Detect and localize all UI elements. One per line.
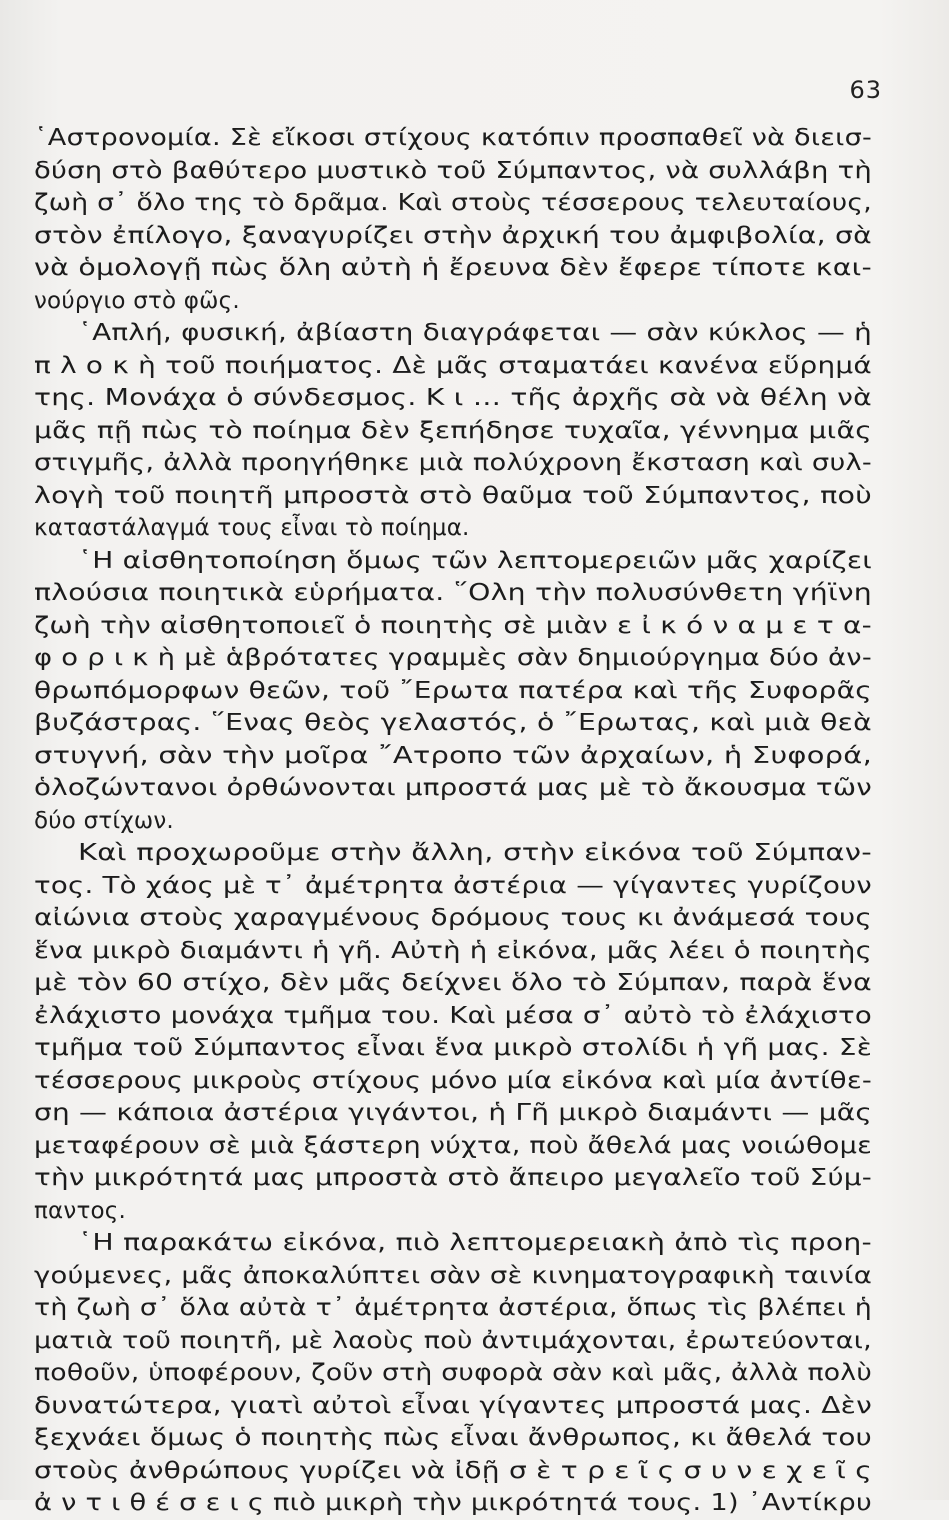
text-line: μᾶς πῇ πὼς τὸ ποίημα δὲν ξεπήδησε τυχαῖα, γέννημα μιᾶς: [34, 417, 873, 444]
text-line: ῾Η παρακάτω εἰκόνα, πιὸ λεπτομερειακὴ ἀπὸ τὶς προη-: [78, 1230, 873, 1256]
text-line: δυνατώτερα, γιατὶ αὐτοὶ εἶναι γίγαντες μπροστά μας. Δὲν: [34, 1392, 872, 1419]
text-line: π λ ο κ ὴ τοῦ ποιήματος. Δὲ μᾶς σταματάει κανένα εὕρημά: [34, 352, 872, 379]
text-line: ζωὴ τὴν αἰσθητοποιεῖ ὁ ποιητὴς σὲ μιὰν ε ἰ κ ό ν α μ ε τ α-: [34, 612, 873, 639]
text-line: λογὴ τοῦ ποιητῆ μπροστὰ στὸ θαῦμα τοῦ Σύμπαντος, ποὺ: [34, 482, 872, 509]
text-line: μὲ τὸν 60 στίχο, δὲν μᾶς δείχνει ὅλο τὸ Σύμπαν, παρὰ ἕνα: [34, 970, 872, 996]
page-number: 63: [849, 76, 882, 104]
text-line: τος. Τὸ χάος μὲ τ᾽ ἀμέτρητα ἀστέρια — γίγαντες γυρίζουν: [34, 872, 872, 899]
text-line: ἀ ν τ ι θ έ σ ε ι ς πιὸ μικρὴ τὴν μικρότητά τους. 1) ᾿Αντίκρυ: [34, 1490, 872, 1516]
text-line: ματιὰ τοῦ ποιητῆ, μὲ λαοὺς ποὺ ἀντιμάχονται, ἐρωτεύονται,: [34, 1327, 872, 1354]
text-line: φ ο ρ ι κ ὴ μὲ ἁβρότατες γραμμὲς σὰν δημιούργημα δύο ἀν-: [34, 645, 872, 671]
text-line: τὴν μικρότητά μας μπροστὰ στὸ ἄπειρο μεγαλεῖο τοῦ Σύμ-: [34, 1165, 873, 1191]
text-line: στυγνή, σὰν τὴν μοῖρα ῎Ατροπο τῶν ἀρχαίων, ἡ Συφορά,: [34, 742, 873, 769]
text-line: πλούσια ποιητικὰ εὑρήματα. ῞Ολη τὴν πολυσύνθετη γήϊνη: [34, 580, 872, 606]
text-line: δύση στὸ βαθύτερο μυστικὸ τοῦ Σύμπαντος, νὰ συλλάβη τὴ: [34, 157, 873, 184]
text-line: μεταφέρουν σὲ μιὰ ξάστερη νύχτα, ποὺ ἄθελά μας νοιώθομε: [34, 1132, 873, 1159]
text-line: θρωπόμορφων θεῶν, τοῦ ῎Ερωτα πατέρα καὶ τῆς Συφορᾶς: [34, 677, 873, 704]
text-line: αἰώνια στοὺς χαραγμένους δρόμους τους κι ἀνάμεσά τους: [34, 905, 872, 931]
text-line: ῾Η αἰσθητοποίηση ὅμως τῶν λεπτομερειῶν μᾶς χαρίζει: [78, 547, 872, 574]
text-line: ξεχνάει ὅμως ὁ ποιητὴς πὼς εἶναι ἄνθρωπος, κι ἄθελά του: [34, 1425, 873, 1451]
text-line: στὸν ἐπίλογο, ξαναγυρίζει στὴν ἀρχική του ἀμφιβολία, σὰ: [34, 222, 873, 249]
text-line: καταστάλαγμά τους εἶναι τὸ ποίημα.: [34, 515, 470, 541]
body-text: [34, 122, 872, 1520]
text-line: ῾Απλή, φυσική, ἀβίαστη διαγράφεται — σὰν κύκλος — ἡ: [78, 320, 872, 346]
text-line: δύο στίχων.: [34, 807, 174, 834]
text-line: στιγμῆς, ἀλλὰ προηγήθηκε μιὰ πολύχρονη ἔκσταση καὶ συλ-: [34, 450, 872, 476]
text-line: ζωὴ σ᾽ ὅλο της τὸ δρᾶμα. Καὶ στοὺς τέσσερους τελευταίους,: [34, 190, 872, 216]
text-line: ὁλοζώντανοι ὀρθώνονται μπροστά μας μὲ τὸ ἄκουσμα τῶν: [34, 775, 873, 801]
text-line: ἐλάχιστο μονάχα τμῆμα του. Καὶ μέσα σ᾽ αὐτὸ τὸ ἐλάχιστο: [34, 1002, 873, 1029]
text-line: παντος.: [34, 1197, 126, 1224]
text-line: ποθοῦν, ὑποφέρουν, ζοῦν στὴ συφορὰ σὰν καὶ μᾶς, ἀλλὰ πολὺ: [34, 1360, 872, 1386]
text-line: νούργιο στὸ φῶς.: [34, 287, 240, 314]
text-line: ἕνα μικρὸ διαμάντι ἡ γῆ. Αὐτὴ ἡ εἰκόνα, μᾶς λέει ὁ ποιητὴς: [34, 937, 873, 964]
text-line: της. Μονάχα ὁ σύνδεσμος. Κ ι … τῆς ἀρχῆς σὰ νὰ θέλη νὰ: [34, 385, 872, 411]
text-line: στοὺς ἀνθρώπους γυρίζει νὰ ἰδῇ σ ὲ τ ρ ε ῖ ς σ υ ν ε χ ε ῖ ς: [34, 1457, 873, 1484]
text-line: νὰ ὁμολογῇ πὼς ὅλη αὐτὴ ἡ ἔρευνα δὲν ἔφερε τίποτε και-: [34, 255, 873, 281]
text-line: τέσσερους μικροὺς στίχους μόνο μία εἰκόνα καὶ μία ἀντίθε-: [34, 1067, 873, 1094]
text-line: βυζάστρας. ῞Ενας θεὸς γελαστός, ὁ ῎Ερωτας, καὶ μιὰ θεὰ: [34, 710, 873, 736]
text-line: τμῆμα τοῦ Σύμπαντος εἶναι ἕνα μικρὸ στολίδι ἡ γῆ μας. Σὲ: [34, 1035, 873, 1061]
text-line: γούμενες, μᾶς ἀποκαλύπτει σὰν σὲ κινηματογραφικὴ ταινία: [34, 1262, 873, 1289]
text-line: ῾Αστρονομία. Σὲ εἴκοσι στίχους κατόπιν προσπαθεῖ νὰ διεισ-: [34, 125, 873, 151]
text-line: Καὶ προχωροῦμε στὴν ἄλλη, στὴν εἰκόνα τοῦ Σύμπαν-: [78, 840, 872, 866]
text-line: ση — κάποια ἀστέρια γιγάντοι, ἡ Γῆ μικρὸ διαμάντι — μᾶς: [34, 1100, 873, 1126]
text-line: τὴ ζωὴ σ᾽ ὅλα αὐτὰ τ᾽ ἀμέτρητα ἀστέρια, ὅπως τὶς βλέπει ἡ: [34, 1295, 873, 1321]
